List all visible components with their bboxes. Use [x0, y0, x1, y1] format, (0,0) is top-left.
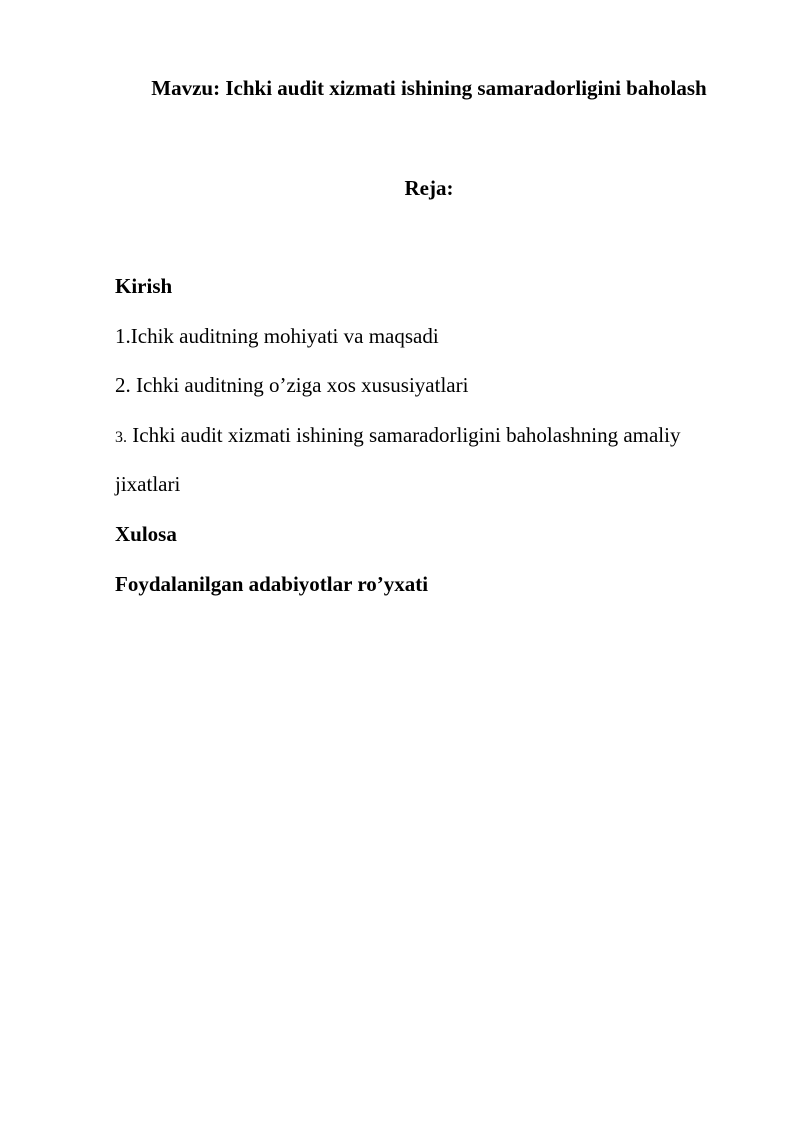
plan-item-3-text: Ichki audit xizmati ishining samaradorligini baholashning amaliy — [127, 423, 681, 447]
intro-heading: Kirish — [115, 274, 173, 298]
references-heading: Foydalanilgan adabiyotlar ro’yxati — [115, 572, 429, 596]
plan-heading: Reja: — [404, 176, 454, 200]
document-title: Mavzu: Ichki audit xizmati ishining samaradorligini baholash — [151, 76, 707, 100]
plan-item-3-continuation: jixatlari — [115, 472, 181, 496]
conclusion-heading: Xulosa — [115, 522, 177, 546]
plan-item-2: 2. Ichki auditning o’ziga xos xususiyatlari — [115, 373, 469, 397]
plan-item-1: 1.Ichik auditning mohiyati va maqsadi — [115, 324, 439, 348]
plan-item-3 — [115, 423, 680, 448]
plan-item-3-number: 3. — [115, 429, 127, 446]
